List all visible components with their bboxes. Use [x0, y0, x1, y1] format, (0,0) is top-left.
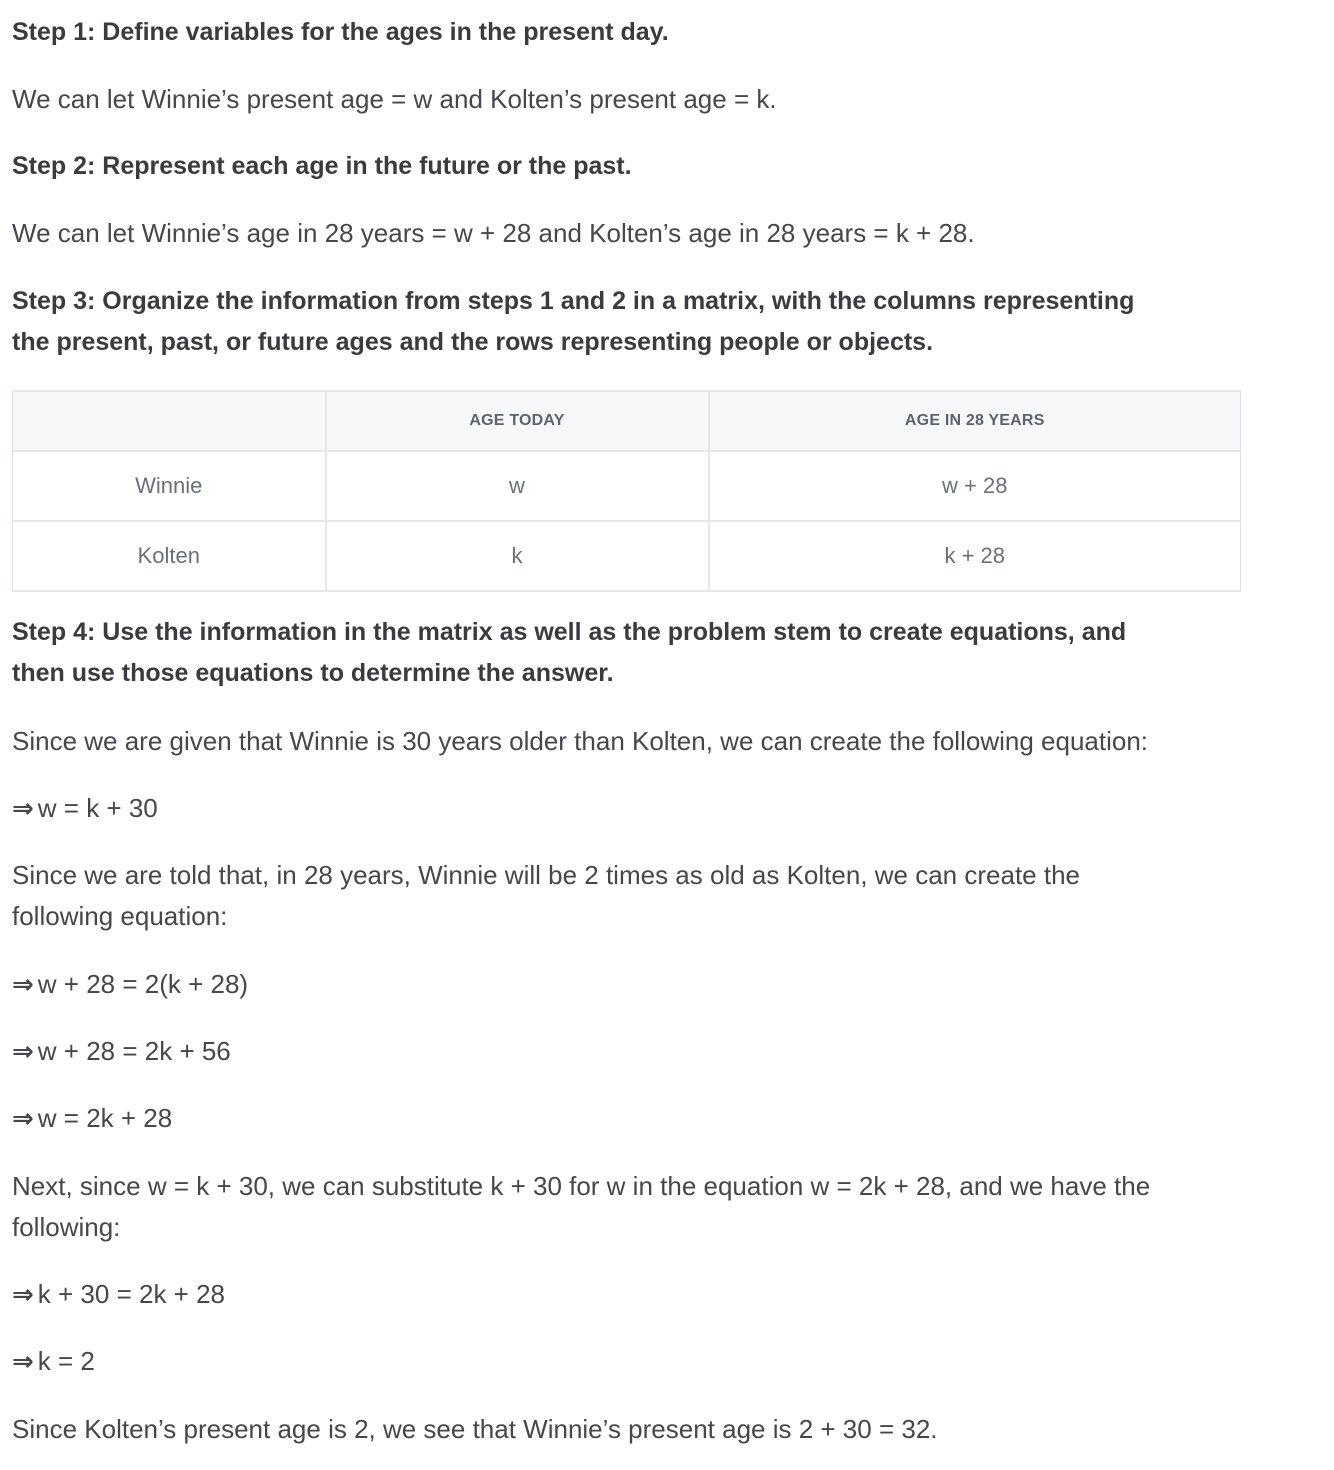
matrix-header-age-in-28-years: AGE IN 28 YEARS	[709, 391, 1241, 451]
step3-heading-line1: Step 3: Organize the information from steps 1 and 2 in a matrix, with the columns representing	[12, 287, 1135, 315]
matrix-header-age-today: AGE TODAY	[326, 391, 709, 451]
equation-3	[12, 1031, 231, 1072]
equation-5	[12, 1274, 225, 1315]
matrix-cell-kolten-today: k	[326, 521, 709, 591]
given-times-text-line2: following equation:	[12, 901, 228, 931]
equation-4-text: w = 2k + 28	[37, 1103, 173, 1133]
step1-heading: Step 1: Define variables for the ages in the present day.	[12, 18, 669, 46]
step4-heading-line2: then use those equations to determine the answer.	[12, 659, 614, 687]
matrix-cell-kolten-name: Kolten	[13, 521, 326, 591]
equation-6-text: k = 2	[37, 1346, 95, 1376]
implies-arrow-icon: ⇒	[12, 1346, 34, 1376]
matrix-header-row	[13, 391, 1241, 451]
given-older-text: Since we are given that Winnie is 30 years older than Kolten, we can create the following equation:	[12, 726, 1149, 756]
matrix-cell-winnie-today: w	[326, 451, 709, 521]
step1-text: We can let Winnie’s present age = w and Kolten’s present age = k.	[12, 84, 777, 114]
implies-arrow-icon: ⇒	[12, 1103, 34, 1133]
age-matrix-table	[12, 390, 1241, 592]
substitution-text-line1: Next, since w = k + 30, we can substitute k + 30 for w in the equation w = 2k + 28, and we have the	[12, 1171, 1151, 1201]
matrix-cell-winnie-name: Winnie	[13, 451, 326, 521]
equation-1	[12, 788, 158, 829]
equation-3-text: w + 28 = 2k + 56	[37, 1036, 231, 1066]
matrix-cell-kolten-future: k + 28	[709, 521, 1241, 591]
table-row	[13, 521, 1241, 591]
substitution-text-line2: following:	[12, 1212, 121, 1242]
equation-1-text: w = k + 30	[37, 793, 158, 823]
table-row	[13, 451, 1241, 521]
step2-text: We can let Winnie’s age in 28 years = w + 28 and Kolten’s age in 28 years = k + 28.	[12, 218, 975, 248]
matrix-cell-winnie-future: w + 28	[709, 451, 1241, 521]
implies-arrow-icon: ⇒	[12, 1036, 34, 1066]
implies-arrow-icon: ⇒	[12, 969, 34, 999]
given-times-text-line1: Since we are told that, in 28 years, Winnie will be 2 times as old as Kolten, we can create the	[12, 860, 1080, 890]
implies-arrow-icon: ⇒	[12, 793, 34, 823]
equation-6	[12, 1341, 95, 1382]
equation-2-text: w + 28 = 2(k + 28)	[37, 969, 249, 999]
conclusion-text: Since Kolten’s present age is 2, we see that Winnie’s present age is 2 + 30 = 32.	[12, 1414, 938, 1444]
equation-2	[12, 964, 248, 1005]
implies-arrow-icon: ⇒	[12, 1279, 34, 1309]
step4-heading-line1: Step 4: Use the information in the matrix as well as the problem stem to create equations, and	[12, 618, 1127, 646]
equation-4	[12, 1098, 172, 1139]
equation-5-text: k + 30 = 2k + 28	[37, 1279, 225, 1309]
step2-heading: Step 2: Represent each age in the future or the past.	[12, 152, 632, 180]
step3-heading-line2: the present, past, or future ages and the rows representing people or objects.	[12, 328, 934, 356]
matrix-header-blank	[13, 391, 326, 451]
age-matrix	[12, 390, 1241, 592]
